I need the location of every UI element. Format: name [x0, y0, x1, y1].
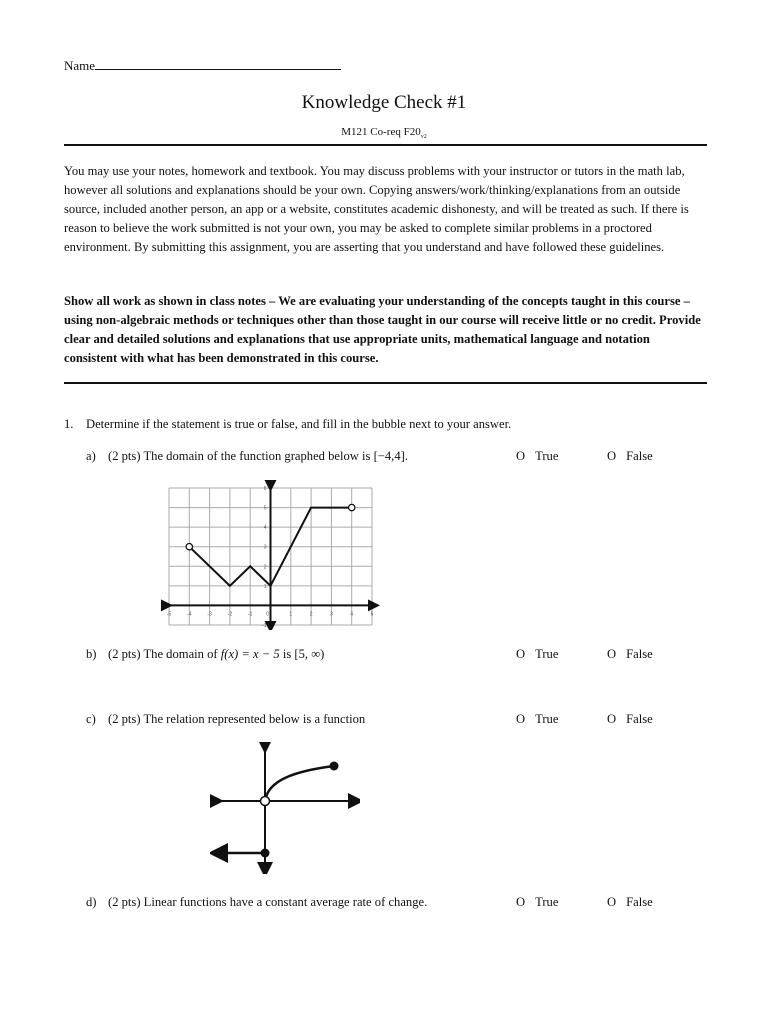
- false-label: False: [626, 712, 653, 726]
- false-label: False: [626, 895, 653, 909]
- y-tick-label: 5: [263, 505, 267, 512]
- bubble-icon[interactable]: O: [516, 712, 526, 726]
- option-a-true[interactable]: [516, 449, 558, 464]
- true-label: True: [535, 647, 559, 661]
- option-b-true[interactable]: [516, 647, 558, 662]
- true-label: True: [535, 712, 559, 726]
- option-c-true[interactable]: [516, 712, 558, 727]
- bubble-icon[interactable]: O: [516, 449, 526, 463]
- relation-graph: [210, 742, 360, 874]
- y-tick-label: 4: [263, 525, 267, 532]
- y-tick-label: 1: [263, 583, 267, 590]
- open-endpoint: [349, 504, 355, 510]
- option-c-false[interactable]: [607, 712, 653, 727]
- header-divider: [64, 144, 707, 146]
- question-1-prompt: [64, 417, 511, 432]
- item-c: [86, 712, 365, 727]
- x-tick-label: 4: [350, 611, 354, 618]
- bubble-icon[interactable]: O: [516, 895, 526, 909]
- item-text: (2 pts) The domain of the function graphed below is [−4,4].: [108, 449, 408, 463]
- bubble-icon[interactable]: O: [607, 647, 617, 661]
- option-d-true[interactable]: [516, 895, 558, 910]
- y-tick-label: -1: [262, 623, 267, 629]
- false-label: False: [626, 449, 653, 463]
- open-endpoint: [186, 544, 192, 550]
- true-label: True: [535, 449, 559, 463]
- item-text-before: (2 pts) The domain of: [108, 647, 221, 661]
- closed-endpoint: [261, 849, 270, 858]
- x-tick-label: -5: [166, 611, 172, 618]
- y-tick-label: 2: [263, 564, 267, 571]
- relation-curve: [265, 766, 334, 801]
- function-graph: [160, 480, 380, 630]
- x-tick-label: -4: [187, 611, 192, 618]
- x-tick-label: -2: [227, 611, 233, 618]
- false-label: False: [626, 647, 653, 661]
- x-tick-label: 0: [266, 611, 269, 618]
- item-text: (2 pts) Linear functions have a constant average rate of change.: [108, 895, 428, 909]
- open-endpoint: [261, 797, 270, 806]
- question-number: 1.: [64, 417, 74, 431]
- x-tick-label: -1: [247, 611, 253, 618]
- bubble-icon[interactable]: O: [516, 647, 526, 661]
- option-a-false[interactable]: [607, 449, 653, 464]
- item-label: b): [86, 647, 97, 661]
- question-text: Determine if the statement is true or false, and fill in the bubble next to your answer.: [86, 417, 512, 431]
- x-tick-label: 5: [370, 611, 374, 618]
- name-label: Name: [64, 58, 96, 73]
- x-tick-label: -3: [207, 611, 212, 618]
- item-b: [86, 647, 324, 662]
- x-tick-label: 2: [309, 611, 313, 618]
- bubble-icon[interactable]: O: [607, 712, 617, 726]
- name-underline[interactable]: [95, 56, 341, 70]
- function-expression: f(x) = x − 5: [220, 647, 280, 661]
- course-code: [0, 126, 768, 140]
- x-tick-label: 1: [289, 611, 293, 618]
- item-label: a): [86, 449, 96, 463]
- closed-endpoint: [330, 762, 339, 771]
- bubble-icon[interactable]: O: [607, 449, 617, 463]
- item-label: d): [86, 895, 97, 909]
- instructions-divider: [64, 382, 707, 384]
- y-tick-label: 6: [263, 486, 267, 492]
- option-d-false[interactable]: [607, 895, 653, 910]
- page-title: Knowledge Check #1: [301, 92, 467, 113]
- item-label: c): [86, 712, 96, 726]
- item-text-after: is [5, ∞): [279, 647, 325, 661]
- y-tick-label: 3: [263, 544, 267, 551]
- bubble-icon[interactable]: O: [607, 895, 617, 909]
- work-requirements-paragraph: Show all work as shown in class notes – We are evaluating your understanding of the concepts taught in this course – using non-algebraic methods or techniques other than those taught in our course will receive little or no credit. Provide clear and detailed solutions and explanations that use appropriate units, mathematical language and notation consistent with what has been demonstrated in this course.: [64, 294, 701, 365]
- item-text: (2 pts) The relation represented below is a function: [108, 712, 366, 726]
- item-d: [86, 895, 427, 910]
- option-b-false[interactable]: [607, 647, 653, 662]
- course-version: v2: [420, 134, 427, 141]
- instructions-paragraph: You may use your notes, homework and textbook. You may discuss problems with your instructor or tutors in the math lab, however all solutions and explanations should be your own. Copying answers/work/thinking/explanations from an outside source, included another person, an app or a website, constitutes academic dishonesty, and will be treated as such. If there is reason to believe the work submitted is not your own, you may be asked to complete similar problems in a proctored environment. By submitting this assignment, you are asserting that you understand and have followed these guidelines.: [64, 164, 689, 254]
- x-tick-label: 3: [330, 611, 333, 618]
- name-field[interactable]: [64, 56, 341, 74]
- course-label: M121 Co-req F20: [341, 126, 421, 138]
- item-a: [86, 449, 408, 464]
- true-label: True: [535, 895, 559, 909]
